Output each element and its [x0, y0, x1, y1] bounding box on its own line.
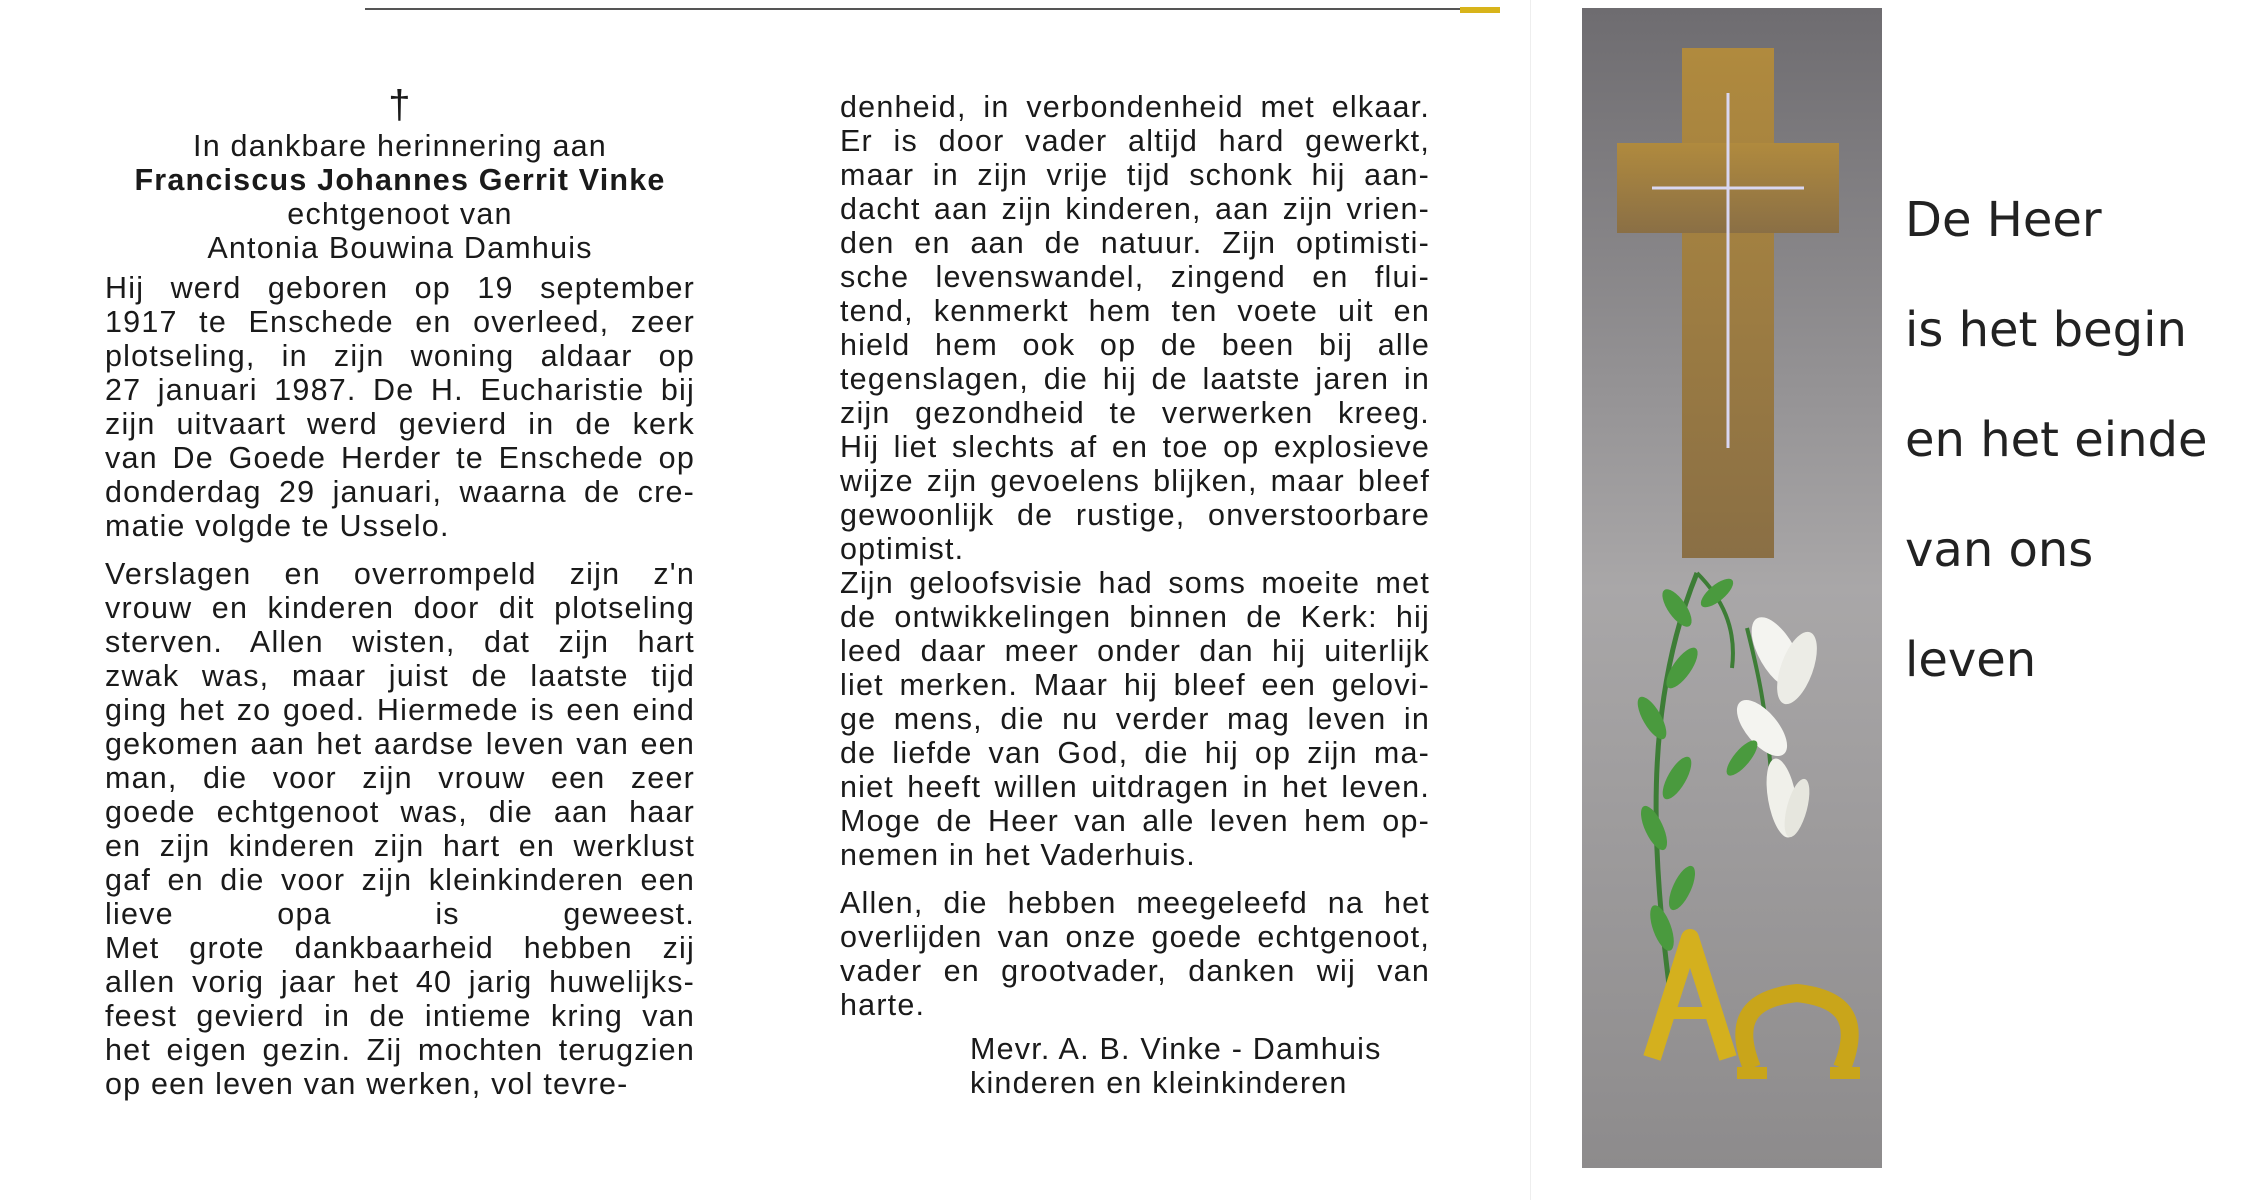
signature [970, 1032, 1430, 1100]
paragraph-gap [840, 872, 1430, 886]
text-line: sche levenswandel, zingend en flui- [840, 260, 1430, 294]
verse-line: leven [1905, 632, 2037, 688]
text-line: vrouw en kinderen door dit plotseling [105, 591, 695, 625]
text-line: tend, kenmerkt hem ten voete uit en [840, 294, 1430, 328]
text-line: ge mens, die nu verder mag leven in [840, 702, 1430, 736]
text-line: gewoonlijk de rustige, onverstoorbare [840, 498, 1430, 532]
cross-symbol: † [388, 83, 412, 127]
text-line: leed daar meer onder dan hij uiterlijk [840, 634, 1430, 668]
text-line: en zijn kinderen zijn hart en werklust [105, 829, 695, 863]
verse-line: De Heer [1905, 192, 2102, 248]
text-line: de liefde van God, die hij op zijn ma- [840, 736, 1430, 770]
spouse-name: Antonia Bouwina Damhuis [207, 231, 593, 265]
text-line: op een leven van werken, vol tevre- [105, 1067, 629, 1101]
text-line: zijn gezondheid te verwerken kreeg. [840, 396, 1430, 430]
text-line: maar in zijn vrije tijd schonk hij aan- [840, 158, 1430, 192]
signature-line: Mevr. A. B. Vinke - Damhuis [970, 1032, 1382, 1066]
text-line: feest gevierd in de intieme kring van [105, 999, 695, 1033]
text-line: Zijn geloofsvisie had soms moeite met [840, 566, 1430, 600]
text-line: allen vorig jaar het 40 jarig huwelijks- [105, 965, 695, 999]
text-line: den en aan de natuur. Zijn optimisti- [840, 226, 1430, 260]
text-line: harte. [840, 988, 926, 1022]
verse-line: is het begin [1905, 302, 2187, 358]
text-line: overlijden van onze goede echtgenoot, [840, 920, 1430, 954]
text-line: van De Goede Herder te Enschede op [105, 441, 695, 475]
text-line: Allen, die hebben meegeleefd na het [840, 886, 1430, 920]
text-line: zwak was, maar juist de laatste tijd [105, 659, 695, 693]
text-line: sterven. Allen wisten, dat zijn hart [105, 625, 695, 659]
text-line: Verslagen en overrompeld zijn z'n [105, 557, 695, 591]
devotional-picture [1582, 8, 1882, 1168]
text-line: goede echtgenoot was, die aan haar [105, 795, 695, 829]
verse-line: en het einde [1905, 412, 2208, 468]
text-line: 27 januari 1987. De H. Eucharistie bij [105, 373, 695, 407]
text-line: gaf en die voor zijn kleinkinderen een [105, 863, 695, 897]
text-line: vader en grootvader, danken wij van [840, 954, 1430, 988]
text-line: tegenslagen, die hij de laatste jaren in [840, 362, 1430, 396]
text-line: dacht aan zijn kinderen, aan zijn vrien- [840, 192, 1430, 226]
fold-line [1530, 0, 1531, 1200]
paragraph-gap [105, 543, 695, 557]
text-line: Met grote dankbaarheid hebben zij [105, 931, 695, 965]
text-line: lieve opa is geweest. [105, 897, 695, 931]
text-line: niet heeft willen uitdragen in het leven. [840, 770, 1430, 804]
text-line: Hij werd geboren op 19 september [105, 271, 695, 305]
text-line: plotseling, in zijn woning aldaar op [105, 339, 695, 373]
text-line: wijze zijn gevoelens blijken, maar bleef [840, 464, 1430, 498]
text-line: nemen in het Vaderhuis. [840, 838, 1196, 872]
text-line: Moge de Heer van alle leven hem op- [840, 804, 1430, 838]
text-line: de ontwikkelingen binnen de Kerk: hij [840, 600, 1430, 634]
text-line: matie volgde te Usselo. [105, 509, 450, 543]
column-left-body [105, 271, 695, 1101]
verse-line: van ons [1905, 522, 2094, 578]
text-line: donderdag 29 januari, waarna de cre- [105, 475, 695, 509]
top-rule [365, 8, 1497, 10]
text-line: gekomen aan het aardse leven van een [105, 727, 695, 761]
text-line: denheid, in verbondenheid met elkaar. [840, 90, 1430, 124]
text-line: het eigen gezin. Zij mochten terugzien [105, 1033, 695, 1067]
text-line: 1917 te Enschede en overleed, zeer [105, 305, 695, 339]
text-line: optimist. [840, 532, 965, 566]
text-line: liet merken. Maar hij bleef een gelovi- [840, 668, 1430, 702]
text-line: Er is door vader altijd hard gewerkt, [840, 124, 1430, 158]
bible-verse [1905, 192, 2208, 742]
text-line: man, die voor zijn vrouw een zeer [105, 761, 695, 795]
memorial-intro: In dankbare herinnering aan [193, 129, 607, 163]
signature-line: kinderen en kleinkinderen [970, 1066, 1348, 1100]
column-right-body [840, 90, 1430, 1022]
text-line: hield hem ook op de been bij alle [840, 328, 1430, 362]
text-line: Hij liet slechts af en toe op explosieve [840, 430, 1430, 464]
top-rule-accent [1460, 7, 1500, 13]
relation-line: echtgenoot van [287, 197, 513, 231]
text-line: ging het zo goed. Hiermede is een eind [105, 693, 695, 727]
deceased-name: Franciscus Johannes Gerrit Vinke [134, 163, 666, 197]
text-column-right [840, 90, 1430, 1100]
text-line: zijn uitvaart werd gevierd in de kerk [105, 407, 695, 441]
text-column-left [105, 85, 695, 1101]
